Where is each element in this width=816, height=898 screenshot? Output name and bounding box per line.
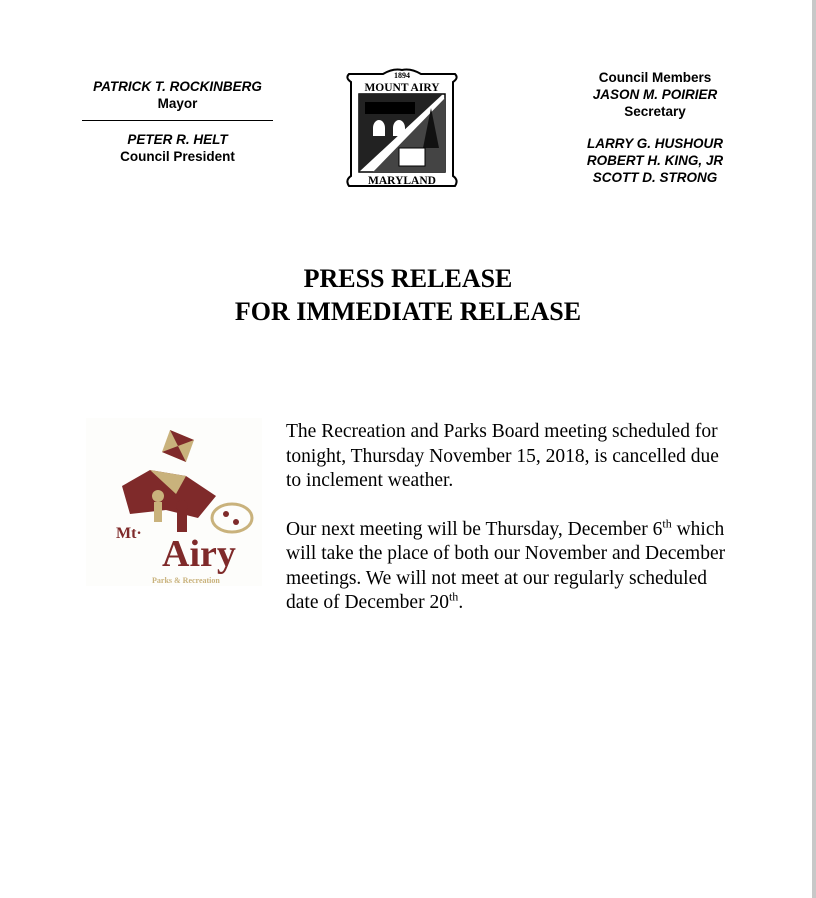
logo-parks: Parks & Recreation	[152, 576, 220, 585]
ordinal: th	[662, 516, 672, 530]
left-header	[82, 78, 273, 165]
right-header	[560, 69, 750, 186]
council-member: ROBERT H. KING, JR	[586, 153, 724, 168]
divider	[82, 120, 273, 121]
mount-airy-seal	[343, 68, 461, 192]
logo-airy: Airy	[162, 533, 236, 575]
mayor-name: PATRICK T. ROCKINBERG	[93, 79, 262, 94]
seal-bottom-text: MARYLAND	[368, 175, 436, 187]
title-line-2: FOR IMMEDIATE RELEASE	[234, 297, 582, 326]
president-title: Council President	[120, 149, 235, 164]
seal-year: 1894	[394, 71, 410, 80]
logo-mt: Mt·	[116, 525, 142, 542]
council-member: SCOTT D. STRONG	[592, 170, 718, 185]
paragraph-cancellation: The Recreation and Parks Board meeting scheduled for tonight, Thursday November 15, 2018, is cancelled due to inclement weather.	[286, 421, 719, 491]
council-heading: Council Members	[598, 70, 712, 85]
page-edge	[812, 0, 816, 898]
press-release-body	[286, 420, 726, 640]
secretary-title: Secretary	[624, 104, 686, 119]
president-name: PETER R. HELT	[127, 132, 228, 147]
ordinal: th	[448, 589, 459, 604]
text: .	[458, 592, 464, 613]
mayor-title: Mayor	[157, 96, 198, 111]
text: Our next meeting will be Thursday, December 6	[286, 518, 663, 540]
text: which will take the place of both our November and December meetings. We will not meet at our regularly scheduled date of December 20	[286, 518, 726, 613]
council-member: LARRY G. HUSHOUR	[586, 136, 723, 151]
parks-recreation-logo	[86, 418, 262, 586]
seal-top-text: MOUNT AIRY	[364, 82, 440, 94]
secretary-name: JASON M. POIRIER	[592, 87, 718, 102]
title-line-1: PRESS RELEASE	[303, 264, 513, 293]
paragraph-next-meeting	[286, 518, 726, 616]
press-release-title	[0, 262, 816, 328]
